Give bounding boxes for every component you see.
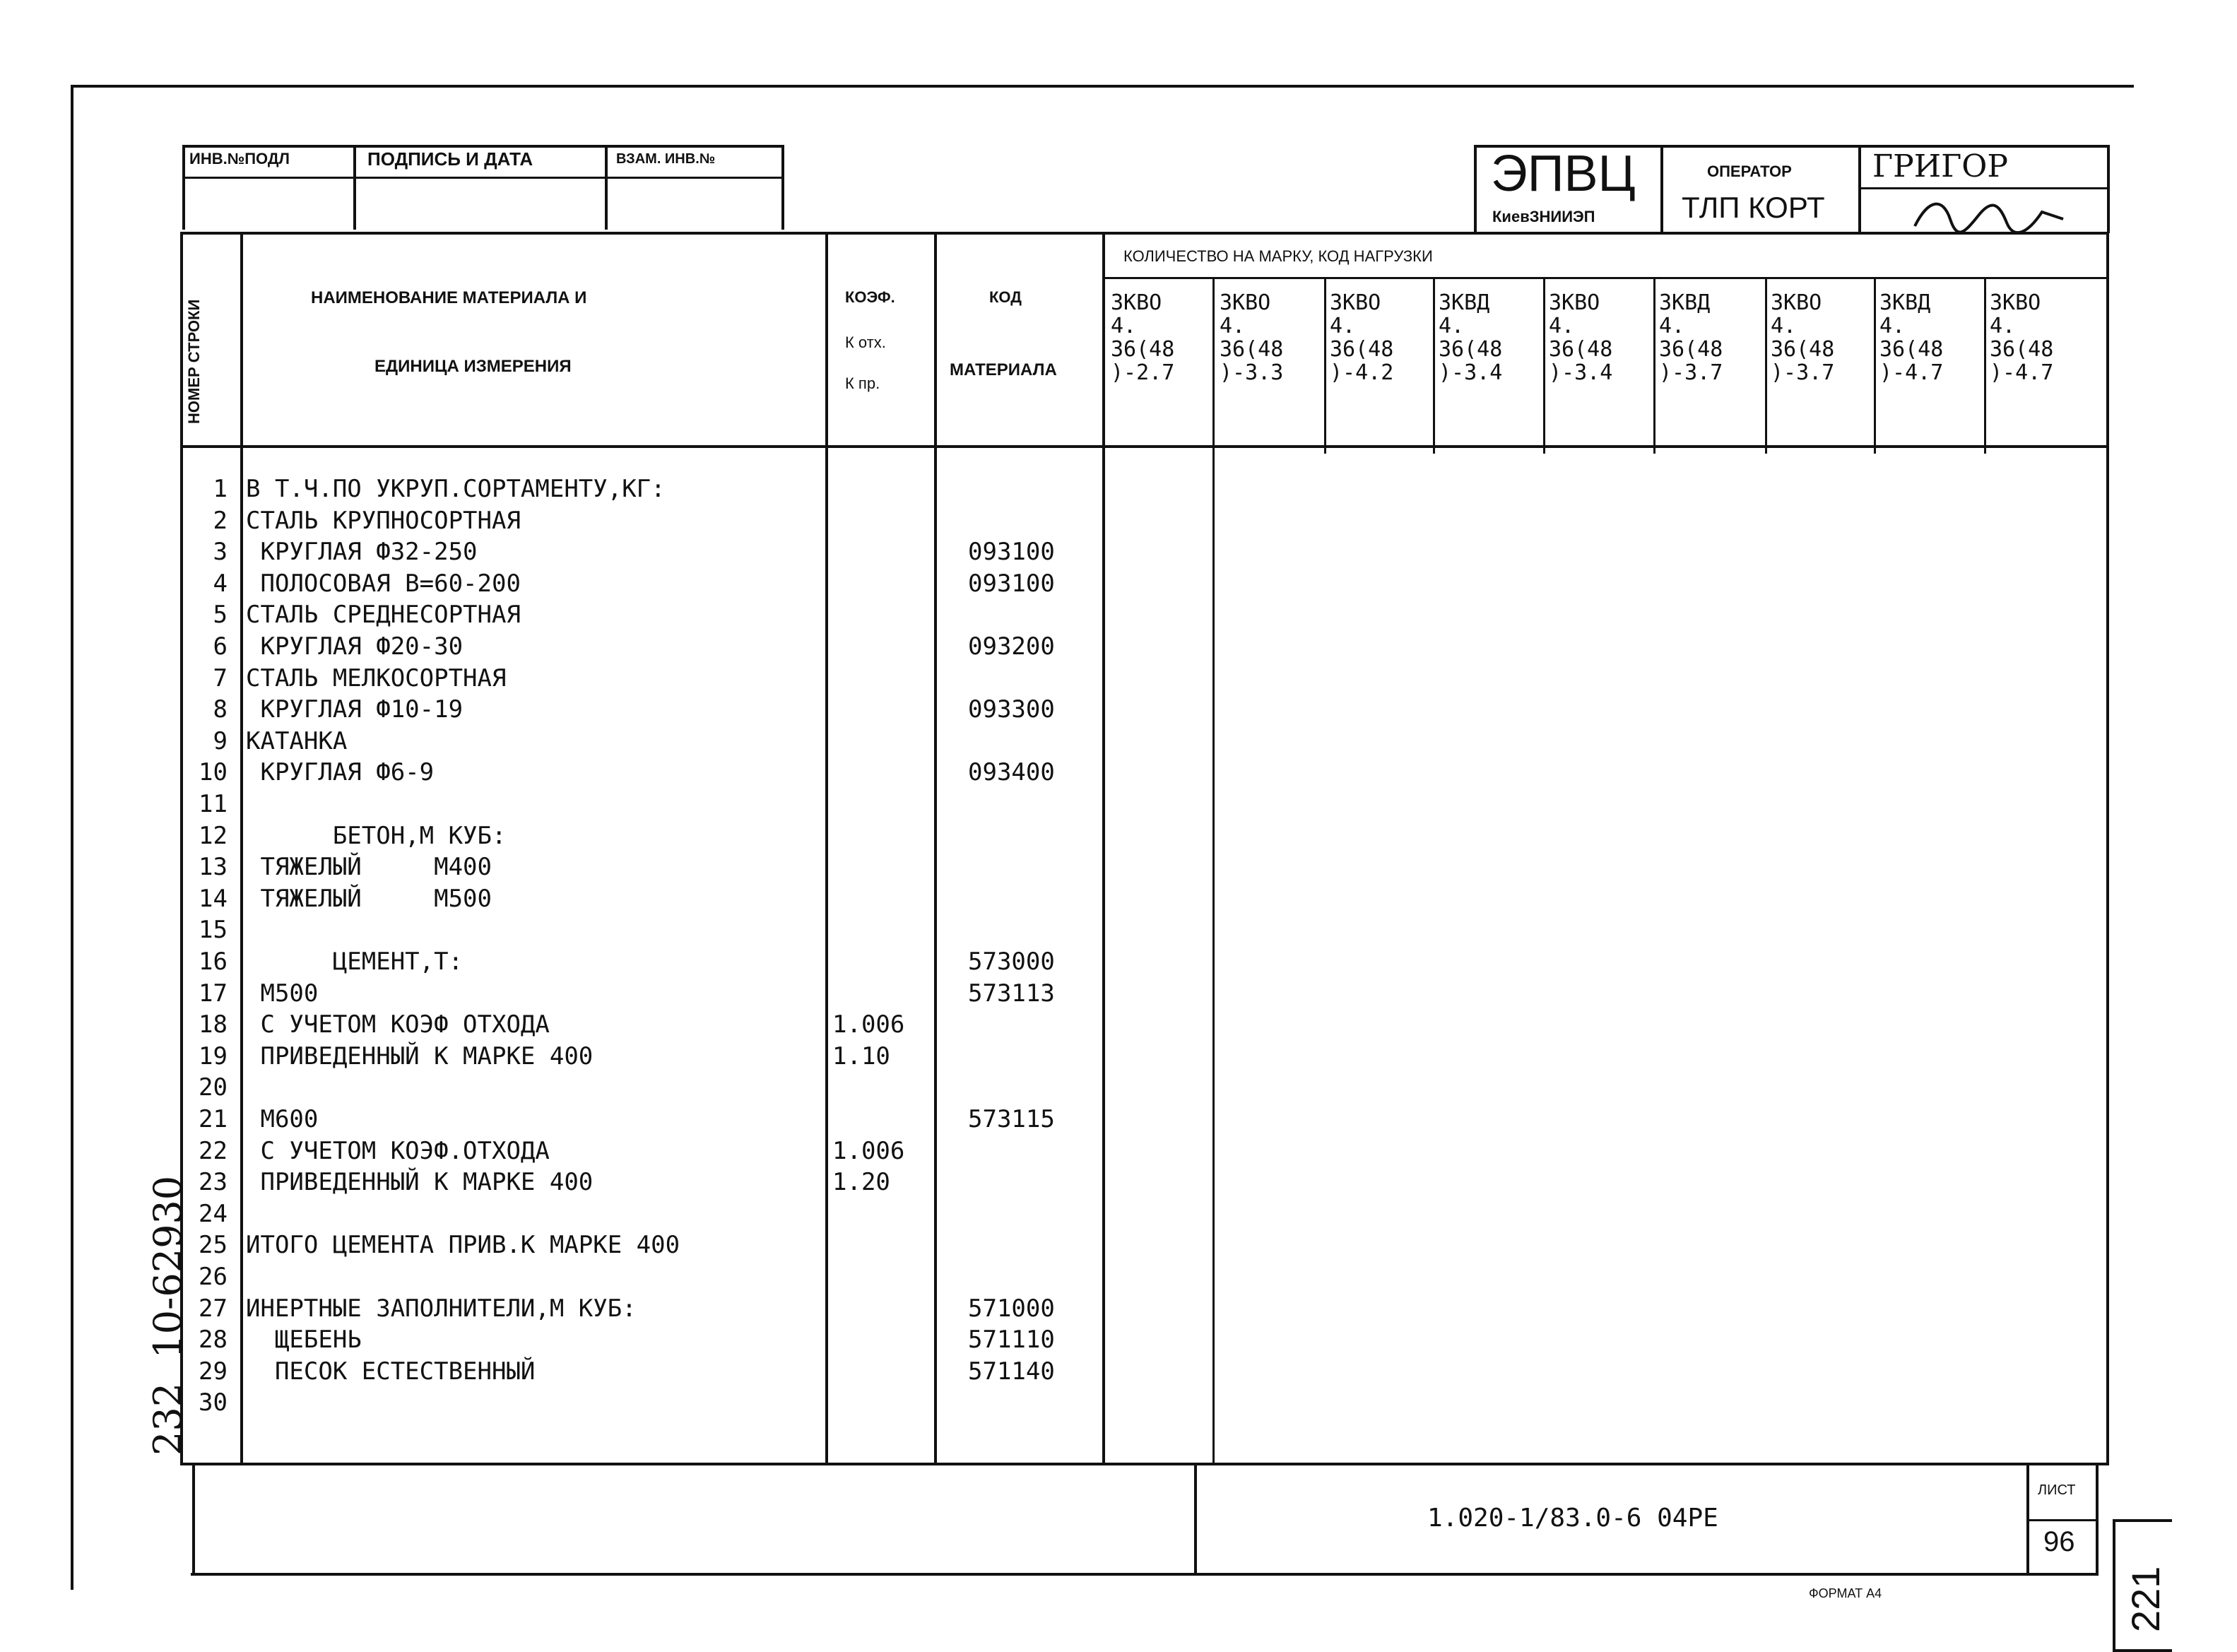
coefficient: 1.006 <box>832 1136 905 1165</box>
material-code: 093200 <box>968 632 1055 661</box>
coefficient: 1.006 <box>832 1010 905 1039</box>
row-number: 23 <box>199 1168 228 1197</box>
mark-9: ЗКВО 4. 36(48 )-4.7 <box>1990 290 2054 385</box>
row-number: 2 <box>213 506 228 535</box>
row-number: 4 <box>213 569 228 598</box>
material-name: КРУГЛАЯ Ф6-9 <box>246 758 435 787</box>
material-name: КРУГЛАЯ Ф10-19 <box>246 695 464 724</box>
coefficient: 1.10 <box>832 1042 890 1070</box>
material-code: 571140 <box>968 1357 1055 1386</box>
mark-1: ЗКВО 4. 36(48 )-2.7 <box>1111 290 1175 385</box>
material-name: М600 <box>246 1105 319 1133</box>
material-name: СТАЛЬ КРУПНОСОРТНАЯ <box>246 506 521 535</box>
row-number: 20 <box>199 1073 228 1102</box>
header-name-line2: ЕДИНИЦА ИЗМЕРЕНИЯ <box>374 357 572 376</box>
mark-5: ЗКВО 4. 36(48 )-3.4 <box>1549 290 1613 385</box>
row-number: 12 <box>199 821 228 850</box>
material-name: СТАЛЬ МЕЛКОСОРТНАЯ <box>246 663 507 692</box>
operator-label: ОПЕРАТОР <box>1707 163 1792 180</box>
material-name: ИТОГО ЦЕМЕНТА ПРИВ.К МАРКЕ 400 <box>246 1231 680 1260</box>
org-main: ЭПВЦ <box>1491 146 1636 202</box>
row-number: 18 <box>199 1010 228 1039</box>
stamp-inv-podl: ИНВ.№ПОДЛ <box>189 150 290 167</box>
material-name: ПРИВЕДЕННЫЙ К МАРКЕ 400 <box>246 1042 594 1070</box>
material-code: 093100 <box>968 569 1055 598</box>
header-code2: МАТЕРИАЛА <box>950 360 1057 379</box>
row-number: 25 <box>199 1231 228 1260</box>
row-number: 10 <box>199 758 228 787</box>
material-code: 093400 <box>968 758 1055 787</box>
header-coef2: К отх. <box>845 334 886 351</box>
header-coef1: КОЭФ. <box>845 288 895 306</box>
material-name: М500 <box>246 979 319 1008</box>
row-number: 1 <box>213 475 228 503</box>
row-number: 19 <box>199 1042 228 1070</box>
material-name: С УЧЕТОМ КОЭФ ОТХОДА <box>246 1010 550 1039</box>
sheet-label: ЛИСТ <box>2038 1482 2076 1498</box>
material-name: С УЧЕТОМ КОЭФ.ОТХОДА <box>246 1136 550 1165</box>
row-number: 6 <box>213 632 228 661</box>
margin-stamp: 232 10-62930 <box>146 1175 190 1456</box>
mark-7: ЗКВО 4. 36(48 )-3.7 <box>1771 290 1835 385</box>
mark-2: ЗКВО 4. 36(48 )-3.3 <box>1220 290 1284 385</box>
coefficient: 1.20 <box>832 1168 890 1197</box>
material-code: 571000 <box>968 1294 1055 1323</box>
material-name: ПОЛОСОВАЯ В=60-200 <box>246 569 521 598</box>
header-row-number: НОМЕР СТРОКИ <box>185 299 203 424</box>
row-number: 7 <box>213 663 228 692</box>
mark-6: ЗКВД 4. 36(48 )-3.7 <box>1659 290 1723 385</box>
row-number: 16 <box>199 948 228 976</box>
row-number: 27 <box>199 1294 228 1323</box>
sheet-number: 96 <box>2043 1526 2075 1557</box>
material-name: БЕТОН,М КУБ: <box>246 821 507 850</box>
material-code: 573000 <box>968 948 1055 976</box>
material-name: ТЯЖЕЛЫЙ М500 <box>246 884 492 913</box>
row-number: 22 <box>199 1136 228 1165</box>
header-coef3: К пр. <box>845 374 880 392</box>
row-number: 9 <box>213 726 228 755</box>
stamp-vzam: ВЗАМ. ИНВ.№ <box>616 151 716 167</box>
material-name: КАТАНКА <box>246 726 348 755</box>
row-number: 17 <box>199 979 228 1008</box>
material-code: 571110 <box>968 1326 1055 1355</box>
row-number: 24 <box>199 1199 228 1228</box>
mark-8: ЗКВД 4. 36(48 )-4.7 <box>1879 290 1944 385</box>
header-name-line1: НАИМЕНОВАНИЕ МАТЕРИАЛА И <box>311 288 587 307</box>
mark-4: ЗКВД 4. 36(48 )-3.4 <box>1439 290 1503 385</box>
row-number: 29 <box>199 1357 228 1386</box>
row-number: 15 <box>199 916 228 945</box>
org-sub: КиевЗНИИЭП <box>1492 208 1595 225</box>
row-number: 13 <box>199 853 228 882</box>
row-number: 21 <box>199 1105 228 1133</box>
material-name: ПЕСОК ЕСТЕСТВЕННЫЙ <box>246 1357 536 1386</box>
stamp-podpis: ПОДПИСЬ И ДАТА <box>367 148 533 170</box>
row-number: 30 <box>199 1388 228 1417</box>
header-code1: КОД <box>989 288 1022 306</box>
material-name: ПРИВЕДЕННЫЙ К МАРКЕ 400 <box>246 1168 594 1197</box>
material-name: В Т.Ч.ПО УКРУП.СОРТАМЕНТУ,КГ: <box>246 475 666 503</box>
material-code: 573113 <box>968 979 1055 1008</box>
mark-3: ЗКВО 4. 36(48 )-4.2 <box>1330 290 1394 385</box>
material-name: ЦЕМЕНТ,Т: <box>246 948 464 976</box>
side-number: 221 <box>2123 1566 2168 1632</box>
material-code: 093300 <box>968 695 1055 724</box>
operator-team: ТЛП КОРТ <box>1682 191 1825 224</box>
operator-name: ГРИГОР <box>1872 148 2008 184</box>
row-number: 8 <box>213 695 228 724</box>
material-name: СТАЛЬ СРЕДНЕСОРТНАЯ <box>246 601 521 630</box>
header-quantity: КОЛИЧЕСТВО НА МАРКУ, КОД НАГРУЗКИ <box>1123 247 1433 265</box>
row-number: 26 <box>199 1263 228 1291</box>
material-name: ТЯЖЕЛЫЙ М400 <box>246 853 492 882</box>
outer-frame-top <box>71 85 2134 88</box>
row-number: 11 <box>199 790 228 818</box>
row-number: 14 <box>199 884 228 913</box>
row-number: 3 <box>213 538 228 567</box>
material-name: ЩЕБЕНЬ <box>246 1326 362 1355</box>
row-number: 28 <box>199 1326 228 1355</box>
material-name: КРУГЛАЯ Ф32-250 <box>246 538 478 567</box>
outer-frame-left <box>71 85 73 1590</box>
material-name: ИНЕРТНЫЕ ЗАПОЛНИТЕЛИ,М КУБ: <box>246 1294 637 1323</box>
row-number: 5 <box>213 601 228 630</box>
material-code: 573115 <box>968 1105 1055 1133</box>
material-name: КРУГЛАЯ Ф20-30 <box>246 632 464 661</box>
doc-code: 1.020-1/83.0-6 04РЕ <box>1427 1504 1718 1533</box>
material-code: 093100 <box>968 538 1055 567</box>
format-label: ФОРМАТ А4 <box>1809 1586 1882 1600</box>
